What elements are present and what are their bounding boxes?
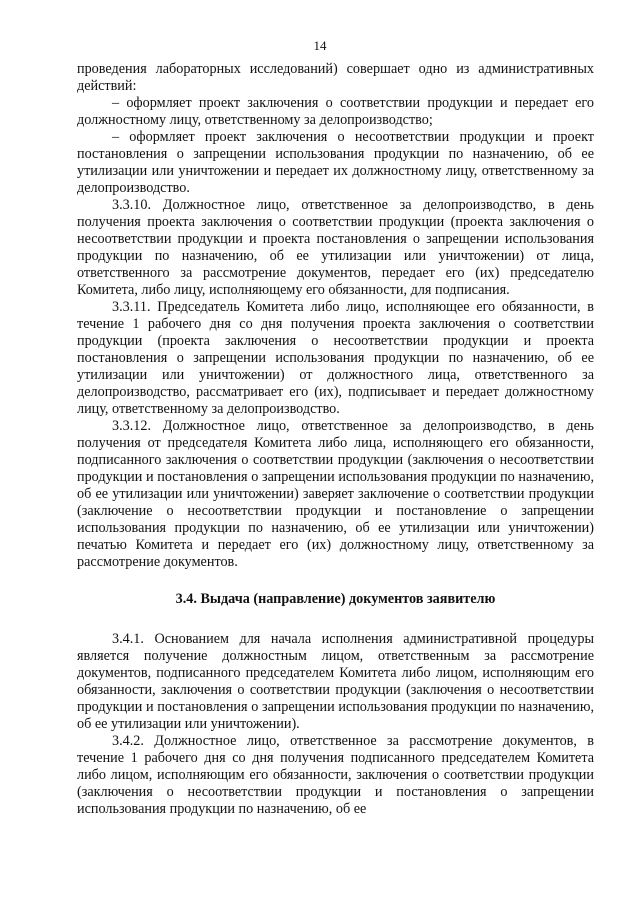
paragraph: 3.3.11. Председатель Комитета либо лицо, исполняющее его обязанности, в течение 1 рабочего дня со дня получения проекта заключения о соответствии продукции (проекта заключения о несоответствии продукции и проекта постановления о запрещении использования продукции по назначению, об ее утилизации или уничтожении) от должностного лица, ответственного за делопроизводство, рассматривает его (их), подписывает и передает должностному лицу, ответственному за делопроизводство. — [77, 299, 594, 417]
paragraph: проведения лабораторных исследований) совершает одно из административных действий: — [77, 61, 594, 94]
paragraph: 3.4.2. Должностное лицо, ответственное за рассмотрение документов, в течение 1 рабочего дня со дня получения подписанного председателем Комитета либо лицом, исполняющим его обязанности, заключения о соответствии продукции (заключения о несоответствии продукции и постановления о запрещении использования продукции по назначению, об ее — [77, 733, 594, 817]
bottom-paragraphs — [77, 631, 594, 818]
document-body — [77, 61, 594, 818]
top-paragraphs — [77, 61, 594, 571]
bullet-item: – оформляет проект заключения о несоответствии продукции и проект постановления о запрещении использования продукции по назначению, об ее утилизации или уничтожении и передает их должностному лицу, ответственному за делопроизводство. — [77, 129, 594, 196]
paragraph: 3.3.12. Должностное лицо, ответственное за делопроизводство, в день получения от председателя Комитета либо лица, исполняющего его обязанности, подписанного заключения о соответствии продукции (заключения о несоответствии продукции и постановления о запрещении использования продукции по назначению, об ее утилизации или уничтожении) заверяет заключение о соответствии продукции (заключение о несоответствии продукции и постановление о запрещении использования продукции по назначению, об ее утилизации или уничтожении) печатью Комитета и передает его (их) должностному лицу, ответственному за рассмотрение документов. — [77, 418, 594, 570]
paragraph: 3.3.10. Должностное лицо, ответственное за делопроизводство, в день получения проекта заключения о соответствии продукции (проекта заключения о несоответствии продукции и проекта постановления о запрещении использования продукции по назначению, об ее утилизации или уничтожении) от лица, ответственного за рассмотрение документов, передает его (их) председателю Комитета, либо лицу, исполняющему его обязанности, для подписания. — [77, 197, 594, 298]
bullet-item: – оформляет проект заключения о соответствии продукции и передает его должностному лицу, ответственному за делопроизводство; — [77, 95, 594, 128]
paragraph: 3.4.1. Основанием для начала исполнения административной процедуры является получение должностным лицом, ответственным за рассмотрение документов, подписанного председателем Комитета либо лицом, исполняющим его обязанности, заключения о соответствии продукции (заключения о несоответствии продукции и постановления о запрещении использования продукции по назначению, об ее утилизации или уничтожении). — [77, 631, 594, 732]
section-title: 3.4. Выдача (направление) документов заявителю — [175, 591, 496, 607]
page-number: 14 — [313, 38, 327, 53]
